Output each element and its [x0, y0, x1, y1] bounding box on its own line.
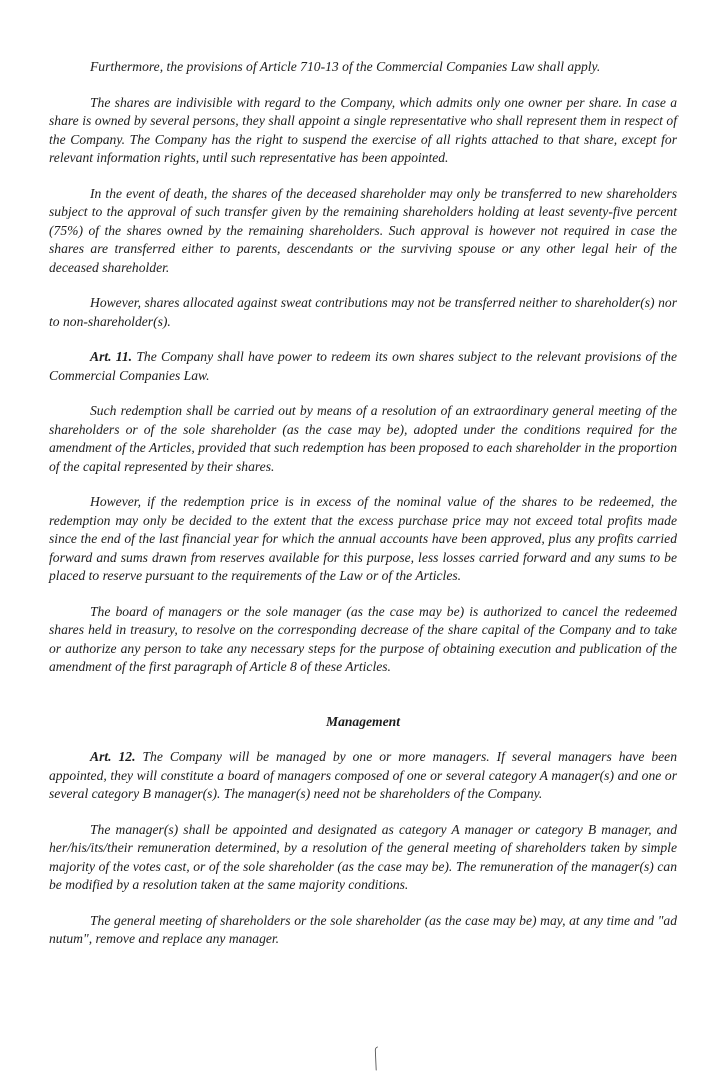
- paragraph: [49, 603, 677, 677]
- paragraph: [49, 748, 677, 804]
- paragraph-text: The board of managers or the sole manager (as the case may be) is authorized to cancel the redeemed shares held in treasury, to resolve on the corresponding decrease of the share capital of the Company and to take or authorize any person to take any necessary steps for the purpose of obtaining execution and publication of the amendment of the first paragraph of Article 8 of these Articles.: [49, 603, 677, 674]
- paragraph-text: The shares are indivisible with regard to the Company, which admits only one owner per share. In case a share is owned by several persons, they shall appoint a single representative who shall represent them in respect of the Company. The Company has the right to suspend the exercise of all rights attached to that share, except for relevant information rights, until such representative has been appointed.: [49, 94, 677, 165]
- document-page: [49, 58, 677, 949]
- paragraph: [49, 821, 677, 895]
- paragraph-text: The Company shall have power to redeem its own shares subject to the relevant provisions of the Commercial Companies Law.: [49, 349, 677, 383]
- paragraph: [49, 294, 677, 331]
- paragraph-text: Such redemption shall be carried out by means of a resolution of an extraordinary general meeting of the shareholders or of the sole shareholder (as the case may be), adopted under the conditions required for the amendment of the Articles, provided that such redemption has been proposed to each shareholder in the proportion of the capital represented by their shares.: [49, 403, 677, 474]
- article-number: Art. 12.: [90, 749, 136, 764]
- paragraph-text: The general meeting of shareholders or the sole shareholder (as the case may be) may, at any time and "ad nutum", remove and replace any manager.: [49, 912, 677, 946]
- paragraph-text: Furthermore, the provisions of Article 710-13 of the Commercial Companies Law shall apply.: [90, 59, 601, 74]
- article-number: Art. 11.: [90, 349, 133, 364]
- paragraph-text: The manager(s) shall be appointed and designated as category A manager or category B manager, and her/his/its/their remuneration determined, by a resolution of the general meeting of shareholders taken by simple majority of the votes cast, or of the sole shareholder (as the case may be). The remuneration of the manager(s) can be modified by a resolution taken at the same majority conditions.: [49, 821, 677, 892]
- paragraph: [49, 58, 677, 77]
- paragraph: [49, 185, 677, 278]
- paragraph-text: The Company will be managed by one or more managers. If several managers have been appointed, they will constitute a board of managers composed of one or several category A manager(s) and one or several category B manager(s). The manager(s) need not be shareholders of the Company.: [49, 749, 677, 801]
- paragraph: [49, 912, 677, 949]
- paragraph-text: However, shares allocated against sweat contributions may not be transferred neither to shareholder(s) nor to non-shareholder(s).: [49, 295, 677, 329]
- paragraph: [49, 348, 677, 385]
- paragraph: [49, 94, 677, 168]
- paragraph-text: In the event of death, the shares of the deceased shareholder may only be transferred to new shareholders subject to the approval of such transfer given by the remaining shareholders holding at least seventy-five percent (75%) of the shares owned by the remaining shareholders. Such approval is however not required in case the shares are transferred either to parents, descendants or the surviving spouse or any other legal heir of the deceased shareholder.: [49, 185, 677, 275]
- paragraph-text: However, if the redemption price is in excess of the nominal value of the shares to be redeemed, the redemption may only be decided to the extent that the excess purchase price may not exceed total profits made since the end of the last financial year for which the annual accounts have been approved, plus any profits carried forward and sums drawn from reserves available for this purpose, less losses carried forward and any sums to be placed to reserve pursuant to the requirements of the Law or of the Articles.: [49, 494, 677, 583]
- section-heading: Management: [325, 713, 400, 729]
- paragraph: [49, 402, 677, 476]
- paragraph: [49, 493, 677, 586]
- initial-mark-icon: [372, 1046, 380, 1072]
